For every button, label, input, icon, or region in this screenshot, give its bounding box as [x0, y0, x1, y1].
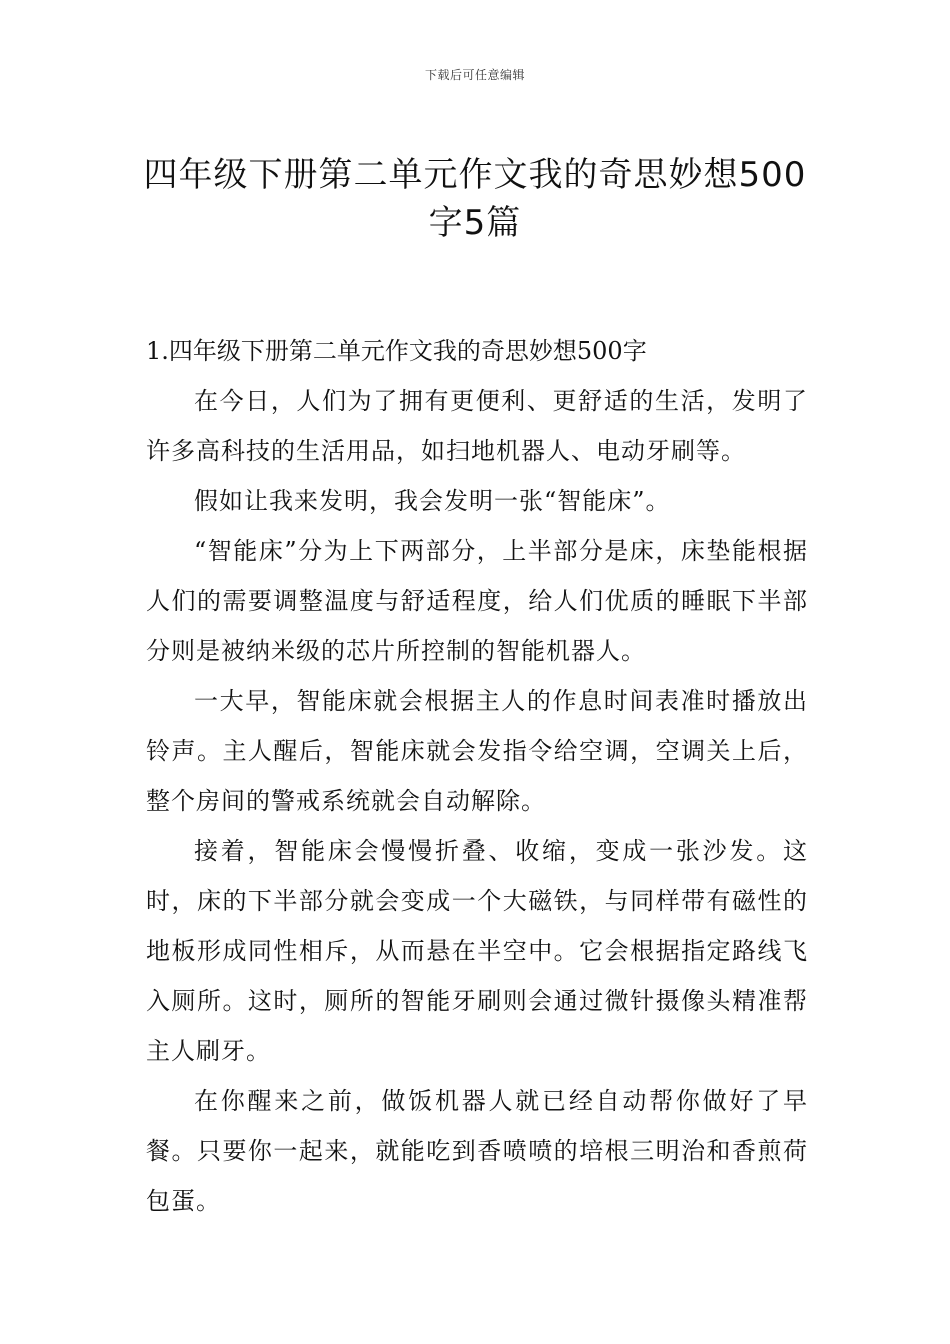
paragraph: 接着，智能床会慢慢折叠、收缩，变成一张沙发。这时，床的下半部分就会变成一个大磁铁，与同样带有磁性的地板形成同性相斥，从而悬在半空中。它会根据指定路线飞入厕所。这时，厕所的智能牙刷则会通过微针摄像头精准帮主人刷牙。 — [146, 837, 808, 1065]
paragraph: 在你醒来之前，做饭机器人就已经自动帮你做好了早餐。只要你一起来，就能吃到香喷喷的培根三明治和香煎荷包蛋。 — [146, 1087, 808, 1215]
document-title: 四年级下册第二单元作文我的奇思妙想500字5篇 — [143, 154, 807, 243]
paragraph: “智能床”分为上下两部分，上半部分是床，床垫能根据人们的需要调整温度与舒适程度，给人们优质的睡眠下半部分则是被纳米级的芯片所控制的智能机器人。 — [146, 537, 808, 665]
paragraph: 一大早，智能床就会根据主人的作息时间表准时播放出铃声。主人醒后，智能床就会发指令给空调，空调关上后，整个房间的警戒系统就会自动解除。 — [146, 687, 808, 815]
section-heading: 1.四年级下册第二单元作文我的奇思妙想500字 — [146, 337, 647, 365]
paragraph: 在今日，人们为了拥有更便利、更舒适的生活，发明了许多高科技的生活用品，如扫地机器人、电动牙刷等。 — [146, 387, 808, 465]
header-note: 下载后可任意编辑 — [424, 68, 525, 82]
paragraph: 假如让我来发明，我会发明一张“智能床”。 — [194, 487, 671, 515]
document-body — [146, 326, 808, 1226]
